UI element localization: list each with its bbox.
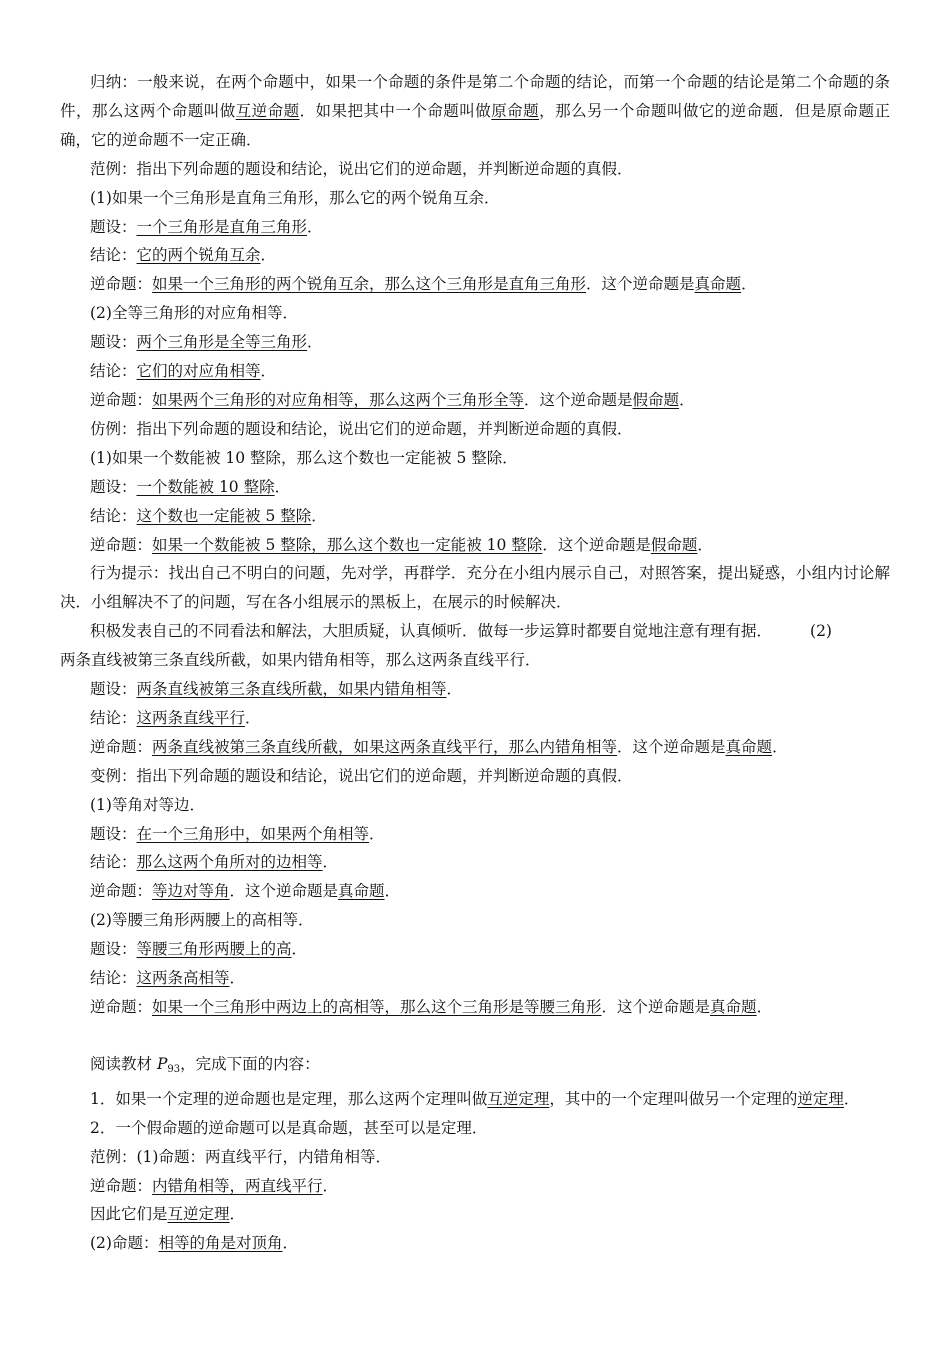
- judge-answer: 真命题: [338, 882, 385, 901]
- variant-q1-converse: 逆命题：等边对等角．这个逆命题是真命题．: [90, 882, 401, 901]
- imitation-q2-conclusion: 结论：这两条直线平行．: [90, 708, 261, 727]
- variant-q2: (2)等腰三角形两腰上的高相等．: [90, 911, 314, 930]
- answer: 如果两个三角形的对应角相等，那么这两个三角形全等: [152, 390, 525, 409]
- summary-paragraph: [60, 68, 890, 155]
- answer: 等腰三角形两腰上的高: [136, 940, 292, 959]
- active-tip-text: 积极发表自己的不同看法和解法，大胆质疑，认真倾听．做每一步运算时都要自觉地注意有理有据．: [90, 622, 773, 641]
- imitation-heading: 仿例：指出下列命题的题设和结论，说出它们的逆命题，并判断逆命题的真假．: [90, 419, 633, 438]
- answer: 这两条直线平行: [136, 708, 246, 727]
- reading-intro-tail: ，完成下面的内容：: [180, 1054, 320, 1073]
- answer: 内错角相等，两直线平行: [152, 1176, 323, 1195]
- answer: 等边对等角: [152, 882, 230, 901]
- variant-q2-hypothesis: 题设：等腰三角形两腰上的高．: [90, 940, 308, 959]
- variant-q2-conclusion: 结论：这两条高相等．: [90, 969, 246, 988]
- label: 结论：: [90, 969, 137, 988]
- example-q1: (1)如果一个三角形是直角三角形，那么它的两个锐角互余．: [90, 188, 500, 207]
- example-q2-conclusion: 结论：它们的对应角相等．: [90, 362, 277, 381]
- judge-answer: 真命题: [710, 998, 757, 1016]
- label: 逆命题：: [90, 1176, 153, 1195]
- judge-answer: 真命题: [725, 737, 773, 756]
- judge-text: ．这个逆命题是: [617, 737, 726, 756]
- reading-item-2: 2．一个假命题的逆命题可以是真命题，甚至可以是定理．: [90, 1118, 488, 1137]
- answer: 它的两个锐角互余: [136, 246, 261, 265]
- example-q2-converse: 逆命题：如果两个三角形的对应角相等，那么这两个三角形全等．这个逆命题是假命题．: [90, 390, 695, 409]
- imitation-q1-conclusion: 结论：这个数也一定能被 5 整除．: [90, 506, 327, 525]
- label: 逆命题：: [90, 998, 153, 1016]
- imitation-q2: 两条直线被第三条直线所截，如果内错角相等，那么这两条直线平行．: [60, 651, 541, 670]
- page-symbol: P: [156, 1054, 168, 1073]
- answer: 两条直线被第三条直线所截，如果这两条直线平行，那么内错角相等: [152, 737, 618, 756]
- item1-answer-1: 互逆定理: [487, 1089, 550, 1108]
- item1-text: 1．如果一个定理的逆命题也是定理，那么这两个定理叫做: [90, 1089, 488, 1108]
- summary-text-2: ．如果把其中一个命题叫做: [299, 101, 492, 120]
- answer: 那么这两个角所对的边相等: [136, 853, 323, 872]
- answer: 两条直线被第三条直线所截，如果内错角相等: [136, 680, 447, 699]
- answer: 两个三角形是全等三角形: [136, 333, 308, 352]
- answer: 如果一个数能被 5 整除，那么这个数也一定能被 10 整除: [152, 535, 543, 554]
- example-heading: 范例：指出下列命题的题设和结论，说出它们的逆命题，并判断逆命题的真假．: [90, 159, 633, 178]
- example-q1-hypothesis: 题设：一个三角形是直角三角形．: [90, 217, 323, 236]
- imitation-q2-hypothesis: 题设：两条直线被第三条直线所截，如果内错角相等．: [90, 680, 463, 699]
- item1-answer-2: 逆定理: [797, 1089, 844, 1108]
- variant-q1-conclusion: 结论：那么这两个角所对的边相等．: [90, 853, 339, 872]
- page-number: 93: [167, 1063, 181, 1075]
- example-q1-conclusion: 结论：它的两个锐角互余．: [90, 246, 277, 265]
- example-q2-hypothesis: 题设：两个三角形是全等三角形．: [90, 333, 323, 352]
- label: 因此它们是: [90, 1205, 168, 1224]
- reading-example-q2: (2)命题：相等的角是对顶角．: [90, 1234, 298, 1253]
- label: 题设：: [90, 477, 137, 496]
- example-q1-converse: 逆命题：如果一个三角形的两个锐角互余，那么这个三角形是直角三角形．这个逆命题是真命题．: [90, 275, 757, 294]
- label: 题设：: [90, 217, 137, 236]
- answer: 这个数也一定能被 5 整除: [136, 506, 312, 525]
- item1-end: ．: [843, 1089, 860, 1108]
- summary-text-3: ，那么另一个命题叫做它的逆命题．但是原命题正确，它的逆命题不一定正确．: [60, 101, 890, 149]
- answer: 一个三角形是直角三角形: [136, 217, 308, 236]
- reading-example-conclusion: 因此它们是互逆定理．: [90, 1205, 246, 1224]
- imitation-q1-hypothesis: 题设：一个数能被 10 整除．: [90, 477, 291, 496]
- label: 结论：: [90, 506, 137, 525]
- example-q2: (2)全等三角形的对应角相等．: [90, 304, 298, 323]
- reading-intro: [60, 1050, 890, 1085]
- summary-answer-1: 互逆命题: [235, 101, 300, 120]
- behavior-tip: 行为提示：找出自己不明白的问题，先对学，再群学．充分在小组内展示自己，对照答案，提出疑惑，小组内讨论解决．小组解决不了的问题，写在各小组展示的黑板上，在展示的时候解决．: [60, 564, 890, 612]
- label: 结论：: [90, 853, 137, 872]
- imitation-q1-converse: 逆命题：如果一个数能被 5 整除，那么这个数也一定能被 10 整除．这个逆命题是假命题．: [90, 535, 713, 554]
- reading-item-1: [60, 1085, 890, 1114]
- active-tip: [60, 617, 890, 646]
- answer: 这两条高相等: [136, 969, 230, 988]
- reading-intro-text: 阅读教材: [90, 1054, 157, 1073]
- label: 逆命题：: [90, 882, 153, 901]
- imitation-q2-converse: 逆命题：两条直线被第三条直线所截，如果这两条直线平行，那么内错角相等．这个逆命题是真命题．: [90, 737, 788, 756]
- label: 逆命题：: [90, 535, 153, 554]
- label: (2)命题：: [90, 1234, 159, 1253]
- answer: 它们的对应角相等: [136, 362, 261, 381]
- variant-q1-hypothesis: 题设：在一个三角形中，如果两个角相等．: [90, 824, 385, 843]
- judge-answer: 假命题: [632, 390, 680, 409]
- reading-example-converse: 逆命题：内错角相等，两直线平行．: [90, 1176, 339, 1195]
- summary-text-1: 归纳：一般来说，在两个命题中，如果一个命题的条件是第二个命题的结论，而第一个命题的结论是第二个命题的条件，那么这两个命题叫做: [60, 73, 890, 120]
- judge-text: ．这个逆命题是: [586, 275, 695, 294]
- answer: 相等的角是对顶角: [158, 1234, 283, 1253]
- answer: 如果一个三角形的两个锐角互余，那么这个三角形是直角三角形: [152, 275, 587, 294]
- imitation-q1: (1)如果一个数能被 10 整除，那么这个数也一定能被 5 整除．: [90, 448, 518, 467]
- label: 逆命题：: [90, 275, 153, 294]
- section-gap: [60, 1022, 890, 1050]
- answer: 一个数能被 10 整除: [136, 477, 275, 496]
- label: 题设：: [90, 333, 137, 352]
- label: 逆命题：: [90, 390, 153, 409]
- answer: 互逆定理: [167, 1205, 230, 1224]
- label: 结论：: [90, 708, 137, 727]
- judge-answer: 假命题: [650, 535, 698, 554]
- label: 结论：: [90, 246, 137, 265]
- imitation-q2-number: (2): [810, 622, 832, 641]
- judge-text: ．这个逆命题是: [229, 882, 339, 901]
- label: 逆命题：: [90, 737, 153, 756]
- answer: 如果一个三角形中两边上的高相等，那么这个三角形是等腰三角形: [152, 998, 602, 1016]
- judge-answer: 真命题: [694, 275, 742, 294]
- label: 结论：: [90, 362, 137, 381]
- variant-heading: 变例：指出下列命题的题设和结论，说出它们的逆命题，并判断逆命题的真假．: [90, 766, 633, 785]
- judge-text: ．这个逆命题是: [601, 998, 711, 1016]
- label: 题设：: [90, 824, 137, 843]
- label: 题设：: [90, 940, 137, 959]
- label: 题设：: [90, 680, 137, 699]
- answer: 在一个三角形中，如果两个角相等: [136, 824, 370, 843]
- variant-q1: (1)等角对等边．: [90, 795, 205, 814]
- variant-q2-converse: 逆命题：如果一个三角形中两边上的高相等，那么这个三角形是等腰三角形．这个逆命题是真命题．: [90, 998, 773, 1016]
- item1-mid: ，其中的一个定理叫做另一个定理的: [549, 1089, 798, 1108]
- reading-example-q1: 范例：(1)命题：两直线平行，内错角相等．: [90, 1147, 391, 1166]
- judge-text: ．这个逆命题是: [542, 535, 651, 554]
- judge-text: ．这个逆命题是: [524, 390, 633, 409]
- summary-answer-2: 原命题: [491, 101, 540, 120]
